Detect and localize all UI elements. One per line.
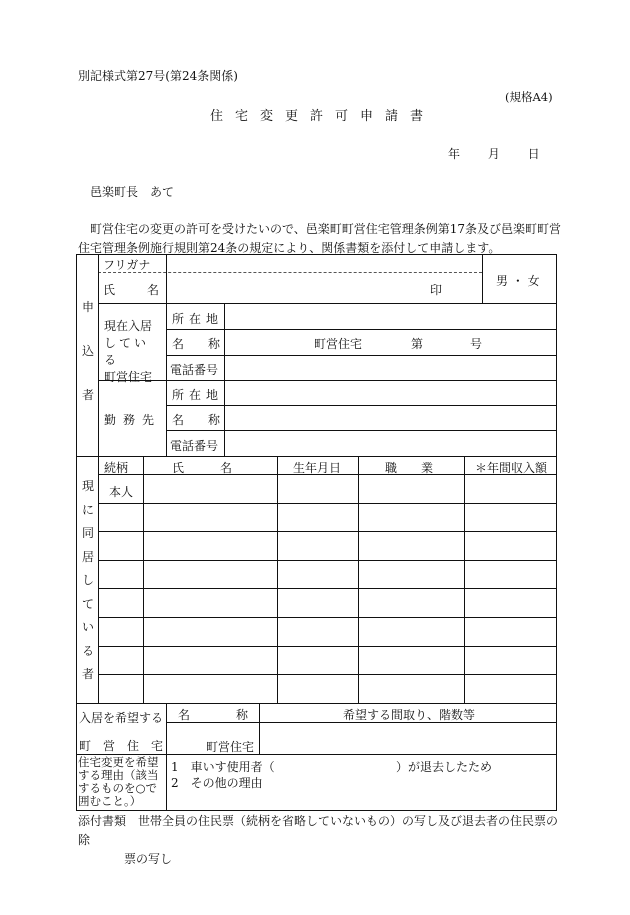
location-label: 所在地 (172, 312, 224, 326)
col-header-income: ＊年間収入額 (475, 461, 548, 475)
label-char: 名 (178, 708, 191, 722)
desired-name-label (178, 706, 248, 723)
page-title: 住宅変更許可申請書 (210, 109, 436, 124)
col-divider (166, 254, 167, 304)
desired-layout-label: 希望する間取り、階数等 (343, 708, 476, 722)
housing-number-label: 第 (411, 337, 424, 351)
label-char: 名 (146, 283, 159, 297)
col-divider (143, 456, 144, 703)
name-input[interactable] (169, 276, 469, 300)
addressee: 邑楽町長 あて (90, 185, 175, 199)
col-divider (482, 254, 483, 304)
table-row (98, 560, 556, 561)
col-divider (224, 303, 225, 456)
work-name-input[interactable] (228, 408, 553, 428)
desired-layout-input[interactable] (262, 725, 552, 751)
furigana-label: フリガナ (103, 258, 151, 272)
intro-line-1: 町営住宅の変更の許可を受けたいので、邑楽町町営住宅管理条例第17条及び邑楽町町営 (90, 222, 562, 236)
reason-option-2[interactable]: 2 その他の理由 (171, 776, 263, 790)
desired-name-value: 町営住宅 (206, 740, 255, 754)
section-divider (76, 456, 557, 457)
table-right-border (556, 254, 557, 810)
housing-number-suffix: 号 (470, 337, 483, 351)
current-housing-label (104, 318, 160, 386)
name-label (103, 281, 159, 298)
col-divider (166, 703, 167, 810)
label-char: 称 (207, 413, 220, 427)
section-char: て (81, 596, 94, 611)
section-char: 現 (81, 479, 94, 493)
col-header-relation: 続柄 (104, 461, 129, 475)
intro-line-2: 住宅管理条例施行規則第24条の規定により、関係書類を添付して申請します。 (78, 241, 501, 255)
label-line: するものを○で (78, 781, 158, 795)
work-name-label (172, 411, 220, 428)
col-divider (277, 456, 278, 703)
first-relation: 本人 (109, 485, 134, 499)
label-line: している (104, 336, 150, 367)
col-header-occupation: 職 業 (385, 461, 440, 475)
table-bottom-border (76, 810, 557, 811)
section-char: 同 (81, 526, 94, 540)
table-row (98, 617, 556, 618)
table-row (98, 588, 556, 589)
work-phone-input[interactable] (228, 433, 553, 454)
furigana-input[interactable] (169, 258, 469, 270)
attachment-line-1: 世帯全員の住民票（続柄を省略していないもの）の写し及び退去者の住民票の除 (78, 814, 559, 847)
table-top-border (76, 254, 557, 255)
workplace-label: 勤務先 (104, 413, 162, 427)
location-input[interactable] (228, 306, 553, 327)
attachment-note (78, 812, 568, 869)
reason-label (78, 756, 159, 808)
seal-mark: 印 (430, 283, 443, 297)
work-location-label: 所在地 (172, 388, 224, 402)
table-row (98, 646, 556, 647)
section-char: 申 (81, 300, 94, 314)
work-phone-label: 電話番号 (170, 439, 219, 453)
section-char: 者 (81, 667, 94, 681)
label-text: 現在入居 (104, 319, 153, 333)
desired-label-line1: 入居を希望する (79, 711, 164, 725)
section-divider (76, 703, 557, 704)
label-line: 住宅変更を希望 (78, 755, 159, 769)
label-line (104, 318, 160, 335)
attachment-line-2: 票の写し (124, 852, 173, 866)
section-char: し (81, 573, 94, 587)
col-divider (166, 303, 167, 456)
household-section-label (78, 480, 98, 680)
date-line: 年 月 日 (448, 147, 540, 161)
label-char: 氏 (103, 283, 116, 297)
label-line: 囲むこと。） (78, 794, 142, 808)
size-note: (規格A4) (505, 90, 553, 104)
applicant-section-label (78, 301, 98, 401)
desired-label-line2: 町 営 住 宅 (79, 739, 164, 753)
label-line: 町営住宅 (104, 370, 153, 384)
col-divider (358, 456, 359, 703)
section-char: る (81, 643, 94, 658)
housing-name-value: 町営住宅 (314, 337, 363, 351)
housing-name-label (172, 335, 220, 352)
section-char: 者 (81, 388, 94, 402)
section-char: 居 (81, 549, 94, 564)
col-divider (98, 254, 99, 703)
furigana-divider (98, 272, 482, 273)
table-left-border (76, 254, 77, 810)
form-id: 別記様式第27号(第24条関係) (78, 69, 238, 83)
section-char: に (81, 502, 94, 517)
label-line: する理由（該当 (78, 768, 159, 782)
label-char: 称 (207, 337, 220, 351)
reason-option-1[interactable]: 1 車いす使用者（ (171, 760, 275, 774)
phone-input[interactable] (228, 357, 553, 378)
col-divider (464, 456, 465, 703)
work-location-input[interactable] (228, 383, 553, 403)
section-char: 込 (81, 344, 94, 358)
gender-choice[interactable]: 男 ・ 女 (496, 274, 540, 288)
label-char: 名 (172, 413, 185, 427)
col-header-name: 氏 名 (172, 461, 233, 475)
attachment-label: 添付書類 (78, 814, 127, 828)
col-divider (259, 703, 260, 754)
col-header-birthdate: 生年月日 (293, 461, 342, 475)
table-row (98, 503, 556, 504)
table-row (98, 531, 556, 532)
label-char: 称 (235, 708, 248, 722)
intro-text (78, 220, 563, 258)
section-char: い (81, 620, 94, 634)
label-char: 名 (172, 337, 185, 351)
phone-label: 電話番号 (170, 363, 219, 377)
table-row (98, 674, 556, 675)
reason-option-1-end: ）が退去したため (396, 760, 493, 774)
